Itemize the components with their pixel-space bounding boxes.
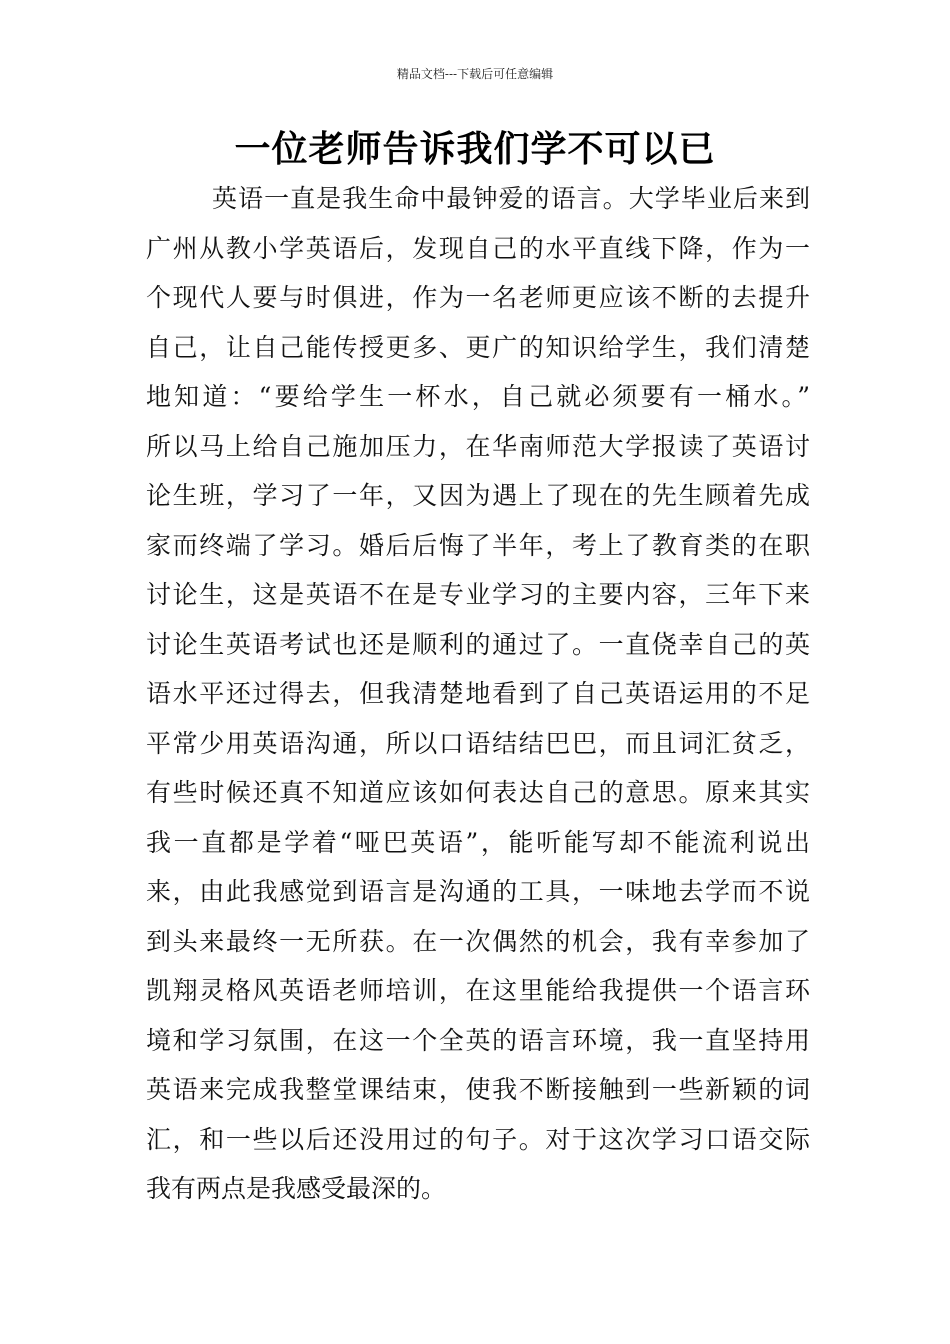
paragraph-line: 地知道：“要给学生一杯水，自己就必须要有一桶水。” <box>146 382 810 411</box>
paragraph-line: 语水平还过得去，但我清楚地看到了自己英语运用的不足 <box>146 679 810 708</box>
document-title: 一位老师告诉我们学不可以已 <box>234 129 716 170</box>
paragraph-line: 英语一直是我生命中最钟爱的语言。大学毕业后来到 <box>212 184 810 213</box>
paragraph-line: 境和学习氛围，在这一个全英的语言环境，我一直坚持用 <box>146 1025 810 1055</box>
paragraph-line: 讨论生英语考试也还是顺利的通过了。一直侥幸自己的英 <box>146 629 810 659</box>
paragraph-line: 我一直都是学着“哑巴英语”，能听能写却不能流利说出 <box>146 827 810 857</box>
paragraph-line: 广州从教小学英语后，发现自己的水平直线下降，作为一 <box>146 233 810 263</box>
header-note: 精品文档---下载后可任意编辑 <box>396 67 554 81</box>
paragraph-line: 所以马上给自己施加压力，在华南师范大学报读了英语讨 <box>146 431 810 461</box>
paragraph-line: 论生班，学习了一年，又因为遇上了现在的先生顾着先成 <box>146 481 810 510</box>
paragraph-line: 有些时候还真不知道应该如何表达自己的意思。原来其实 <box>146 778 810 807</box>
paragraph-line: 来，由此我感觉到语言是沟通的工具，一味地去学而不说 <box>146 877 810 906</box>
paragraph-line: 个现代人要与时俱进，作为一名老师更应该不断的去提升 <box>146 283 810 312</box>
paragraph-line: 英语来完成我整堂课结束，使我不断接触到一些新颖的词 <box>146 1075 810 1104</box>
paragraph-line: 凯翔灵格风英语老师培训，在这里能给我提供一个语言环 <box>146 976 810 1005</box>
paragraph-line: 平常少用英语沟通，所以口语结结巴巴，而且词汇贫乏， <box>146 728 810 758</box>
paragraph-line: 汇，和一些以后还没用过的句子。对于这次学习口语交际 <box>146 1124 810 1154</box>
paragraph-line: 讨论生，这是英语不在是专业学习的主要内容，三年下来 <box>146 580 810 609</box>
paragraph-line: 自己，让自己能传授更多、更广的知识给学生，我们清楚 <box>146 332 810 362</box>
paragraph-line: 到头来最终一无所获。在一次偶然的机会，我有幸参加了 <box>146 926 810 956</box>
body-paragraph <box>146 174 810 1214</box>
paragraph-line: 我有两点是我感受最深的。 <box>146 1174 447 1203</box>
paragraph-line: 家而终端了学习。婚后后悔了半年，考上了教育类的在职 <box>146 530 810 560</box>
